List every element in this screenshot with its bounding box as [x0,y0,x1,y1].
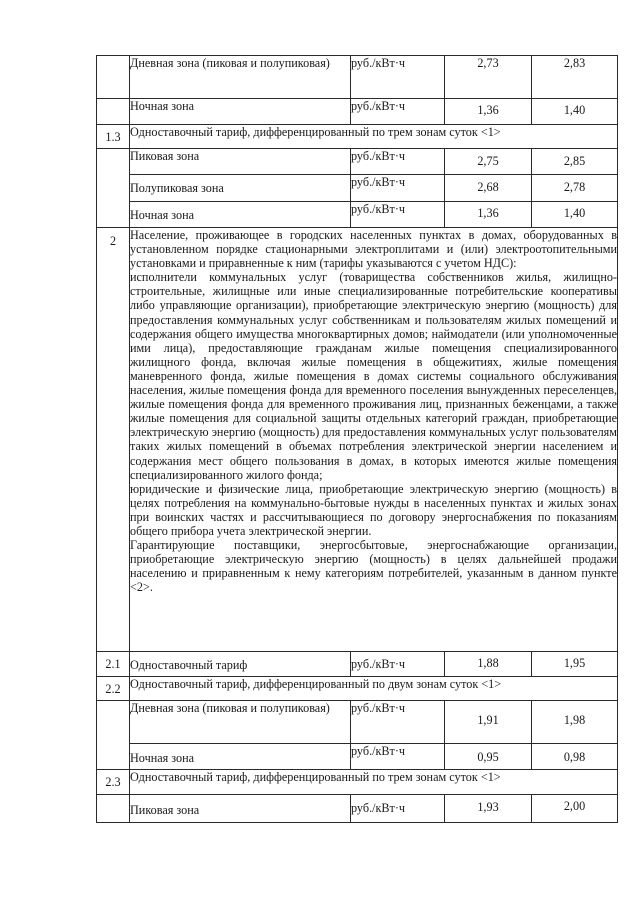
table-row [97,56,618,99]
value-cell-2: 2,78 [532,175,618,202]
row-number: 1.3 [97,125,130,149]
row-number: 2.1 [97,652,130,677]
tariff-table [96,55,618,823]
section-row-2 [97,228,618,652]
unit-cell: руб./кВт·ч [351,701,445,744]
value-cell-1: 2,68 [445,175,532,202]
unit-cell: руб./кВт·ч [351,652,445,677]
paragraph-legal-entities: юридические и физические лица, приобретающие электрическую энергию (мощность) в целях потребления на коммунально-бытовые нужды в населенных пунктах и жилых зонах при воинских частях и рассчитывающиеся по договору энергоснабжения по показаниям общего прибора учета электрической энергии. [130,481,617,538]
table-row [97,701,618,744]
table-row [97,202,618,228]
section-title: Одноставочный тариф, дифференцированный по трем зонам суток <1> [130,125,618,149]
unit-cell: руб./кВт·ч [351,175,445,202]
table-row [97,795,618,823]
row-number: 2.3 [97,770,130,795]
value-cell-2: 0,98 [532,744,618,770]
value-cell-1: 2,75 [445,149,532,175]
value-cell-2: 1,40 [532,202,618,228]
table-row [97,744,618,770]
unit-cell: руб./кВт·ч [351,149,445,175]
value-cell-2: 1,98 [532,701,618,744]
paragraph-suppliers: Гарантирующие поставщики, энергосбытовые, энергоснабжающие организации, приобретающие электрическую энергию (мощность) в целях дальнейшей продажи населению и приравненным к нему категориям потребителей, указанным в данном пункте <2>. [130,538,617,595]
section-description [130,228,618,652]
value-cell-1: 1,88 [445,652,532,677]
value-cell-1: 0,95 [445,744,532,770]
row-number-cell [97,795,130,823]
zone-name: Ночная зона [130,744,351,770]
section-title: Одноставочный тариф, дифференцированный по двум зонам суток <1> [130,677,618,701]
zone-name: Дневная зона (пиковая и полупиковая) [130,56,351,99]
row-number-cell [97,56,130,99]
row-2-1 [97,652,618,677]
zone-name: Ночная зона [130,202,351,228]
row-number: 2 [97,228,130,652]
row-number-cell [97,99,130,125]
row-number: 2.2 [97,677,130,701]
paragraph-utility-providers: исполнители коммунальных услуг (товарищества собственников жилья, жилищно-строительные, жилищные или иные специализированные потребительские кооперативы либо управляющие организации), приобретающие электрическую энергию (мощность) для предоставления коммунальных услуг собственникам и пользователям жилых помещений и содержания общего имущества многоквартирных домов; наймодатели (или уполномоченные ими лица), предоставляющие гражданам жилые помещения специализированного жилищного фонда, включая жилые помещения в общежитиях, жилые помещения маневренного фонда, жилые помещения в домах системы социального обслуживания населения, жилые помещения фонда для временного поселения вынужденных переселенцев, жилые помещения фонда для временного проживания лиц, признанных беженцами, а также жилые помещения для социальной защиты отдельных категорий граждан, приобретающие электрическую энергию (мощность) для предоставления коммунальных услуг пользователям таких жилых помещений в объемах потребления электрической энергии населением и содержания мест общего пользования в домах, в которых имеются жилые помещения специализированного жилого фонда; [130,270,617,482]
section-row-1-3 [97,125,618,149]
value-cell-1: 2,73 [445,56,532,99]
value-cell-1: 1,93 [445,795,532,823]
zone-name: Полупиковая зона [130,175,351,202]
row-number-cell [97,701,130,770]
unit-cell: руб./кВт·ч [351,795,445,823]
value-cell-2: 2,85 [532,149,618,175]
unit-cell: руб./кВт·ч [351,202,445,228]
value-cell-2: 2,00 [532,795,618,823]
value-cell-1: 1,91 [445,701,532,744]
unit-cell: руб./кВт·ч [351,744,445,770]
unit-cell: руб./кВт·ч [351,99,445,125]
section-row-2-3 [97,770,618,795]
zone-name: Ночная зона [130,99,351,125]
value-cell-2: 1,95 [532,652,618,677]
table-row [97,99,618,125]
paragraph-population: Население, проживающее в городских населенных пунктах в домах, оборудованных в установленном порядке стационарными электроплитами и (или) электроотопительными установками и приравненные к ним (тарифы указываются с учетом НДС): [130,228,617,271]
row-number-cell [97,149,130,228]
table-row [97,149,618,175]
zone-name: Пиковая зона [130,795,351,823]
section-row-2-2 [97,677,618,701]
section-title: Одноставочный тариф, дифференцированный по трем зонам суток <1> [130,770,618,795]
table-row [97,175,618,202]
zone-name: Дневная зона (пиковая и полупиковая) [130,701,351,744]
value-cell-2: 2,83 [532,56,618,99]
tariff-name: Одноставочный тариф [130,652,351,677]
value-cell-2: 1,40 [532,99,618,125]
value-cell-1: 1,36 [445,202,532,228]
zone-name: Пиковая зона [130,149,351,175]
value-cell-1: 1,36 [445,99,532,125]
unit-cell: руб./кВт·ч [351,56,445,99]
